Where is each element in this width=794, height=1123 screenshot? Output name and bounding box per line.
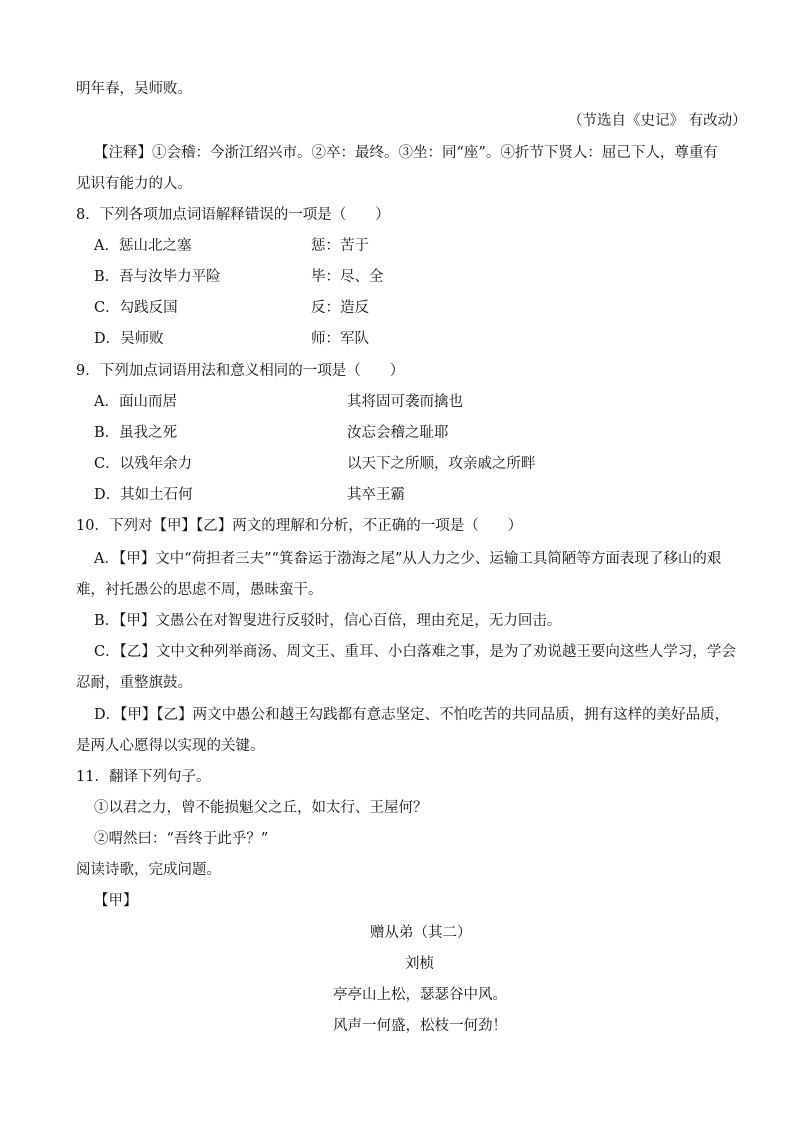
q9-option-b: B．虽我之死	[94, 425, 178, 441]
annotation-line-1: 【注释】①会稽：今浙江绍兴市。②卒：最终。③坐：同“座”。④折节下贤人：屈己下人，尊重有	[94, 145, 718, 161]
q9-option-d-pair: 其卒王霸	[347, 487, 405, 503]
q9-option-c-pair: 以天下之所顺，攻亲戚之所畔	[347, 456, 536, 472]
q10-option-c-line-1: C．【乙】文中文种列举商汤、周文王、重耳、小白落难之事，是为了劝说越王要向这些人学习，学会	[94, 644, 736, 660]
q8-option-b: B．吾与汝毕力平险	[94, 269, 221, 285]
q9-option-a-pair: 其将固可袭而擒也	[347, 394, 463, 410]
passage-last-line: 明年春，吴师败。	[76, 81, 192, 97]
q10-option-b: B．【甲】文愚公在对智叟进行反驳时，信心百倍，理由充足，无力回击。	[94, 613, 562, 629]
q8-option-d: D．吴师败	[94, 331, 164, 347]
q8-option-a-gloss: 惩：苦于	[311, 238, 369, 254]
q8-option-b-gloss: 毕：尽、全	[311, 269, 384, 285]
q8-option-c: C．勾践反国	[94, 300, 178, 316]
q10-option-d-line-2: 是两人心愿得以实现的关键。	[76, 738, 265, 754]
q11-sentence-1: ①以君之力，曾不能损魁父之丘，如太行、王屋何？	[94, 800, 428, 816]
q9-option-a: A．面山而居	[94, 394, 177, 410]
q10-option-a-line-2: 难，衬托愚公的思虑不周，愚昧蛮干。	[76, 582, 323, 598]
question-10-stem: 10．下列对【甲】【乙】两文的理解和分析，不正确的一项是（ ）	[76, 518, 523, 534]
poem-section-tag: 【甲】	[94, 893, 138, 909]
q9-option-b-pair: 汝忘会稽之耻耶	[347, 425, 449, 441]
q11-sentence-2: ②喟然曰：“吾终于此乎？”	[94, 831, 269, 847]
q9-option-c: C．以残年余力	[94, 456, 193, 472]
poem-line-1: 亭亭山上松，瑟瑟谷中风。	[333, 987, 507, 1003]
annotation-line-2: 见识有能力的人。	[76, 176, 192, 192]
question-11-stem: 11．翻译下列句子。	[76, 769, 211, 785]
source-note: （节选自《史记》 有改动）	[568, 113, 747, 129]
q10-option-c-line-2: 忍耐，重整旗鼓。	[76, 675, 192, 691]
q8-option-d-gloss: 师：军队	[311, 331, 369, 347]
q8-option-a: A．惩山北之塞	[94, 238, 192, 254]
question-8-stem: 8．下列各项加点词语解释错误的一项是（ ）	[76, 207, 390, 223]
q9-option-d: D．其如土石何	[94, 487, 193, 503]
q10-option-d-line-1: D．【甲】【乙】两文中愚公和越王勾践都有意志坚定、不怕吃苦的共同品质，拥有这样的美好品质，	[94, 707, 730, 723]
poem-line-2: 风声一何盛，松枝一何劲！	[333, 1018, 507, 1034]
q10-option-a-line-1: A．【甲】文中“荷担者三夫”“箕畚运于渤海之尾”从人力之少、运输工具简陋等方面表现了移山的艰	[94, 551, 722, 567]
question-9-stem: 9．下列加点词语用法和意义相同的一项是（ ）	[76, 363, 405, 379]
poem-author: 刘桢	[405, 956, 434, 972]
poem-instruction: 阅读诗歌，完成问题。	[76, 862, 221, 878]
poem-title: 赠从弟（其二）	[370, 925, 472, 941]
q8-option-c-gloss: 反：造反	[311, 300, 369, 316]
